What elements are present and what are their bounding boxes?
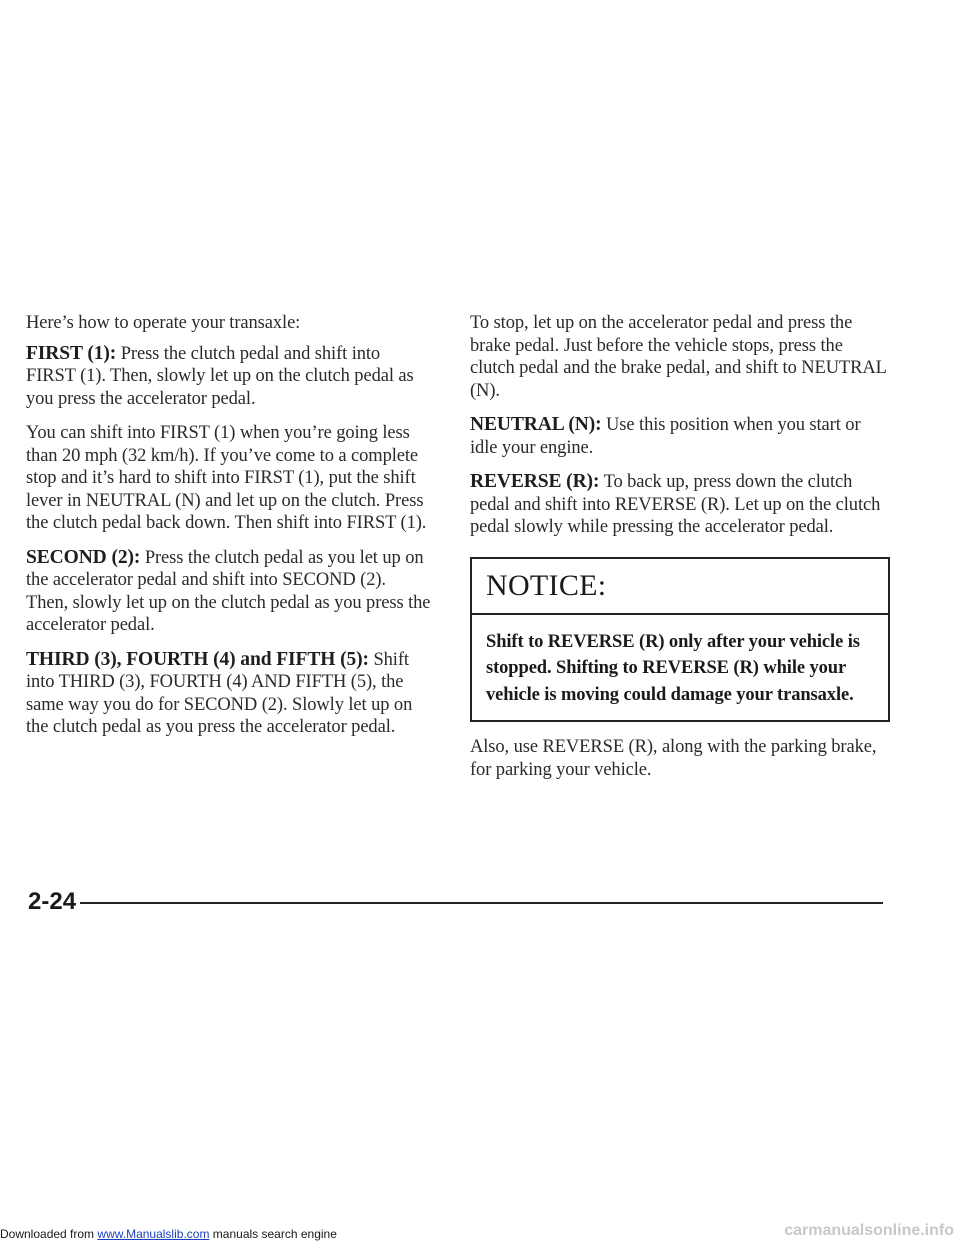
- neutral-paragraph: [470, 414, 890, 459]
- first-gear-note: You can shift into FIRST (1) when you’re going less than 20 mph (32 km/h). If you’ve come to a complete stop and it’s hard to shift into FIRST (1), put the shift lever in NEUTRAL (N) and let up on the clutch. Press the clutch pedal back down. Then shift into FIRST (1).: [26, 423, 427, 533]
- reverse-paragraph: [470, 471, 890, 539]
- footer-suffix: manuals search engine: [212, 1227, 337, 1241]
- stop-paragraph: To stop, let up on the accelerator pedal and press the brake pedal. Just before the vehicle stops, press the clutch pedal and the brake pedal, and shift to NEUTRAL (N).: [470, 313, 887, 401]
- footer-prefix: Downloaded from: [0, 1227, 95, 1241]
- left-column: [26, 312, 432, 751]
- download-footer: [0, 1227, 337, 1241]
- notice-box: [470, 557, 890, 723]
- right-column: [470, 312, 890, 793]
- manualslib-link[interactable]: www.Manualslib.com: [97, 1227, 210, 1241]
- neutral-label: NEUTRAL (N):: [470, 414, 602, 435]
- page-number: 2-24: [28, 888, 77, 915]
- page-rule: [80, 902, 883, 904]
- third-gear-text: Shift into THIRD (3), FOURTH (4) AND FIFTH (5), the same way you do for SECOND (2). Slowly let up on the clutch pedal as you press the accelerator pedal.: [26, 649, 413, 737]
- also-paragraph: Also, use REVERSE (R), along with the parking brake, for parking your vehicle.: [470, 737, 877, 780]
- intro-text: Here’s how to operate your transaxle:: [26, 313, 301, 333]
- neutral-text: Use this position when you start or idle your engine.: [470, 415, 861, 458]
- second-gear-label: SECOND (2):: [26, 546, 141, 568]
- first-gear-text: Press the clutch pedal and shift into FIRST (1). Then, slowly let up on the clutch pedal as you press the accelerator pedal.: [26, 343, 414, 409]
- third-gear-label: THIRD (3), FOURTH (4) and FIFTH (5):: [26, 648, 369, 670]
- notice-title: NOTICE:: [472, 559, 888, 615]
- reverse-label: REVERSE (R):: [470, 471, 600, 492]
- second-gear-paragraph: [26, 547, 432, 637]
- watermark-text: carmanualsonline.info: [784, 1222, 954, 1239]
- first-gear-paragraph: [26, 343, 432, 411]
- second-gear-text: Press the clutch pedal as you let up on the accelerator pedal and shift into SECOND (2). Then, slowly let up on the clutch pedal as you press the accelerator pedal.: [26, 547, 431, 635]
- third-gear-paragraph: [26, 649, 432, 739]
- reverse-text: To back up, press down the clutch pedal and shift into REVERSE (R). Let up on the clutch pedal slowly while pressing the accelerator pedal.: [470, 472, 881, 537]
- first-gear-label: FIRST (1):: [26, 342, 117, 364]
- notice-text: Shift to REVERSE (R) only after your vehicle is stopped. Shifting to REVERSE (R) while your vehicle is moving could damage your transaxle.: [486, 631, 860, 705]
